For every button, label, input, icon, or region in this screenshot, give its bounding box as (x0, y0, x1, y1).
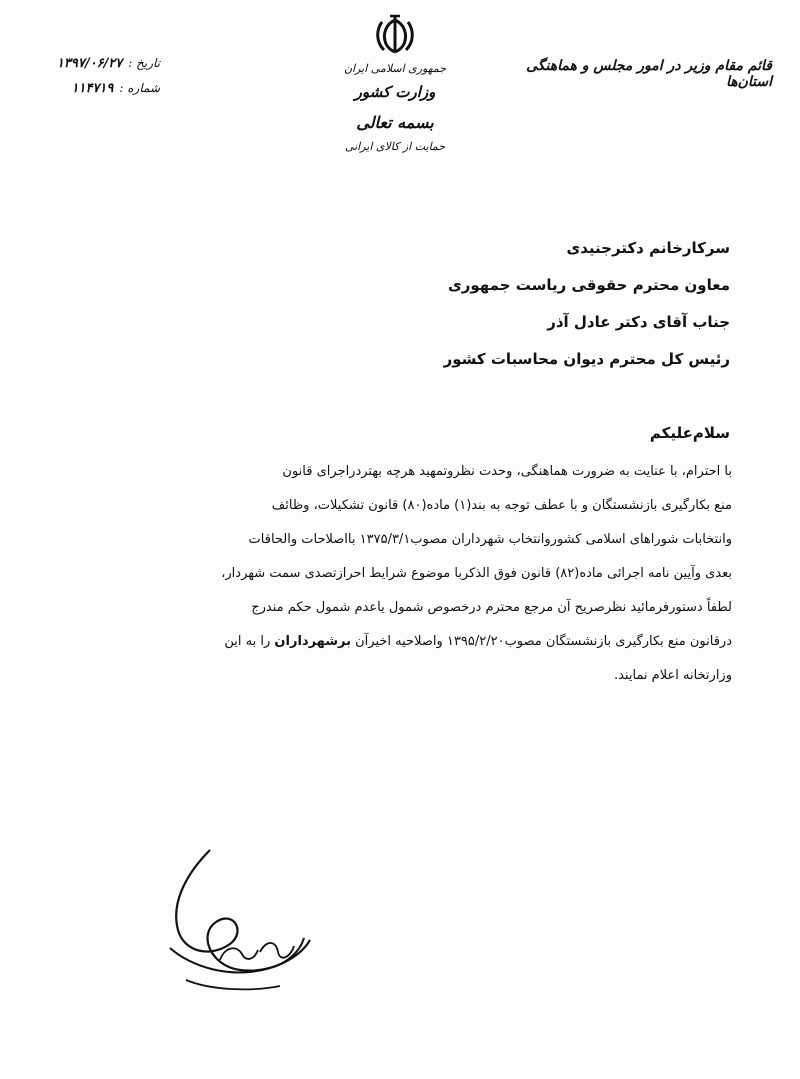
greeting: سلام‌علیکم (649, 424, 730, 442)
invocation: بسمه تعالی (356, 113, 434, 132)
recipients-block (310, 230, 730, 378)
letter-meta (10, 56, 160, 106)
body-line: منع بکارگیری بازنشستگان و با عطف توجه به بند(۱) ماده(۸۰) قانون تشکیلات، وظائف (271, 498, 732, 513)
body-line: لطفاً دستورفرمائید نظرصریح آن مرجع محترم درخصوص شمول یاعدم شمول حکم مندرج (251, 600, 732, 615)
handwritten-signature (150, 840, 330, 1010)
number-row (10, 81, 160, 96)
recipient-line: جناب آقای دکتر عادل آذر (547, 313, 730, 331)
body-text-segment: را به این (224, 634, 275, 649)
ministry-name: وزارت کشور (354, 83, 436, 101)
slogan: حمایت از کالای ایرانی (344, 140, 446, 153)
number-label: شماره : (119, 81, 160, 95)
letter-body (96, 455, 732, 693)
date-label: تاریخ : (128, 56, 160, 70)
body-line: وزارتخانه اعلام نمایند. (613, 668, 732, 683)
recipient-line: معاون محترم حقوقی ریاست جمهوری (447, 276, 730, 294)
recipient-line: رئیس کل محترم دیوان محاسبات کشور (443, 350, 730, 368)
letterhead (310, 12, 480, 153)
country-name: جمهوری اسلامی ایران (343, 62, 447, 75)
body-line: با احترام، با عنایت به ضرورت هماهنگی، وحدت نظروتمهید هرچه بهتردراجرای قانون (282, 464, 732, 479)
sender-title: قائم مقام وزیر در امور مجلس و هماهنگی استان‌ها (526, 58, 772, 90)
body-line-mixed (96, 625, 732, 659)
body-line: بعدی وآیین نامه اجرائی ماده(۸۲) قانون فوق الذکربا موضوع شرایط احرازتصدی سمت شهردار، (221, 566, 732, 581)
recipient-line: سرکارخانم دکترجنیدی (566, 239, 730, 257)
body-text-segment: درقانون منع بکارگیری بازنشستگان مصوب۱۳۹۵/۲/۲۰ واصلاحیه اخیرآن (351, 634, 732, 649)
iran-emblem-icon (372, 12, 418, 58)
date-row (10, 56, 160, 71)
date-value: ۱۳۹۷/۰۶/۲۷ (56, 56, 123, 71)
body-text-emphasis: برشهرداران (274, 634, 351, 649)
number-value: ۱۱۴۷۱۹ (71, 81, 114, 96)
body-line: وانتخابات شوراهای اسلامی کشوروانتخاب شهرداران مصوب۱۳۷۵/۳/۱ بااصلاحات والحاقات (248, 532, 732, 547)
